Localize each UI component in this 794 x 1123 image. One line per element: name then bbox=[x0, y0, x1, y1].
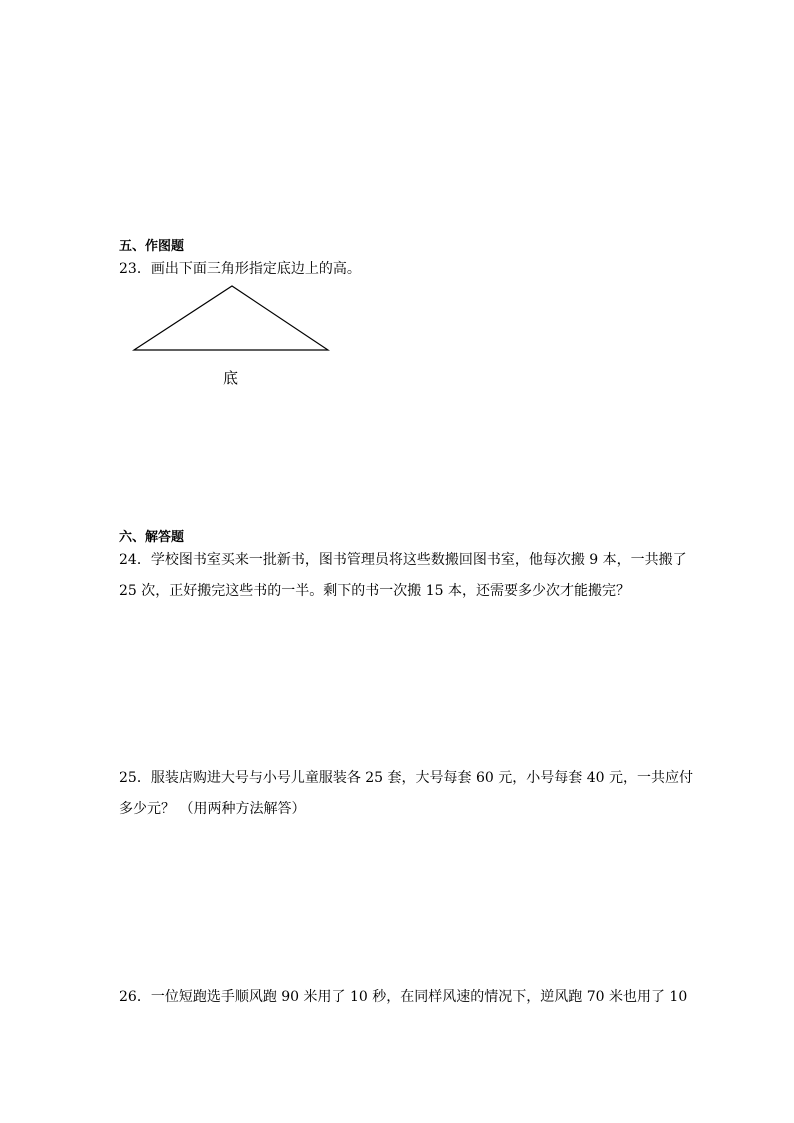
section-six-title: 六、解答题 bbox=[119, 530, 185, 545]
question-25-line-2: 多少元？ （用两种方法解答） bbox=[119, 801, 306, 817]
question-24-line-2: 25 次，正好搬完这些书的一半。剩下的书一次搬 15 本，还需要多少次才能搬完？ bbox=[119, 583, 630, 599]
triangle-figure bbox=[130, 283, 334, 355]
section-five-title: 五、作图题 bbox=[119, 239, 185, 254]
base-label: 底 bbox=[223, 369, 239, 387]
question-26-line-1: 26．一位短跑选手顺风跑 90 米用了 10 秒，在同样风速的情况下，逆风跑 70 米也用了 10 bbox=[119, 989, 688, 1005]
question-24-line-1: 24．学校图书室买来一批新书，图书管理员将这些数搬回图书室，他每次搬 9 本，一共搬了 bbox=[119, 552, 687, 568]
question-23: 23．画出下面三角形指定底边上的高。 bbox=[119, 261, 361, 277]
triangle-shape bbox=[134, 286, 328, 350]
question-25-line-1: 25．服装店购进大号与小号儿童服装各 25 套，大号每套 60 元，小号每套 40 元，一共应付 bbox=[119, 770, 693, 786]
